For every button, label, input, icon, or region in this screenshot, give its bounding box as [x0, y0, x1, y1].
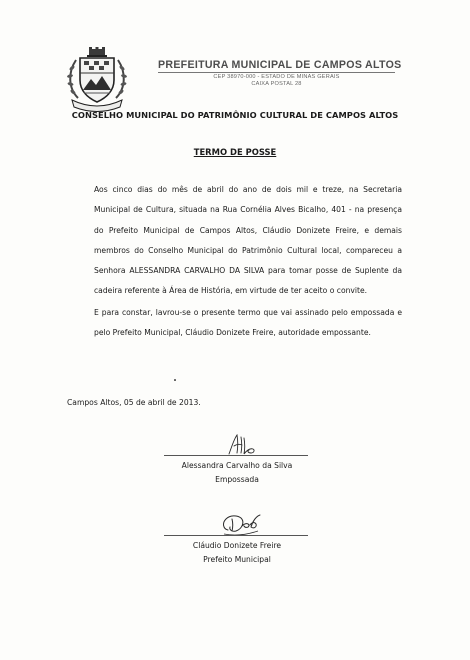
letterhead-postal-box: CAIXA POSTAL 28 [251, 81, 302, 87]
handwritten-signature [220, 510, 262, 542]
signer-role: Empossada [215, 475, 259, 484]
handwritten-signature [226, 432, 260, 462]
body-paragraph: E para constar, lavrou-se o presente termo que vai assinado pelo empossada e pelo Prefeito Municipal, Cláudio Donizete Freire, autoridade empossante. [94, 307, 402, 338]
letterhead-address: CEP 38970-000 - ESTADO DE MINAS GERAIS [213, 74, 340, 80]
signer-name: Cláudio Donizete Freire [192, 541, 282, 550]
letterhead-rule [158, 72, 395, 73]
signer-name: Alessandra Carvalho da Silva [181, 461, 293, 470]
stray-mark [174, 379, 176, 381]
document-title-text: TERMO DE POSSE [193, 147, 277, 157]
signer-role: Prefeito Municipal [203, 555, 271, 564]
document-body [67, 180, 402, 343]
letterhead-title: PREFEITURA MUNICIPAL DE CAMPOS ALTOS [158, 59, 402, 71]
signature-line [164, 535, 308, 536]
document-title [0, 147, 470, 157]
council-heading: CONSELHO MUNICIPAL DO PATRIMÔNIO CULTURAL DE CAMPOS ALTOS [71, 110, 399, 120]
place-date: Campos Altos, 05 de abril de 2013. [67, 398, 201, 407]
body-paragraph: Aos cinco dias do mês de abril do ano de dois mil e treze, na Secretaria Municipal de Cultura, situada na Rua Cornélia Alves Bicalho, 401 - na presença do Prefeito Municipal de Campos Altos, Cláudio Donizete Freire, e demais membros do Conselho Municipal do Patrimônio Cultural local, compareceu a Senhora ALESSANDRA CARVALHO DA SILVA para tomar posse de Suplente da cadeira referente à Área de História, em virtude de ter aceito o convite. [94, 185, 402, 296]
municipal-coat-of-arms [62, 46, 132, 112]
signature-line [164, 455, 308, 456]
